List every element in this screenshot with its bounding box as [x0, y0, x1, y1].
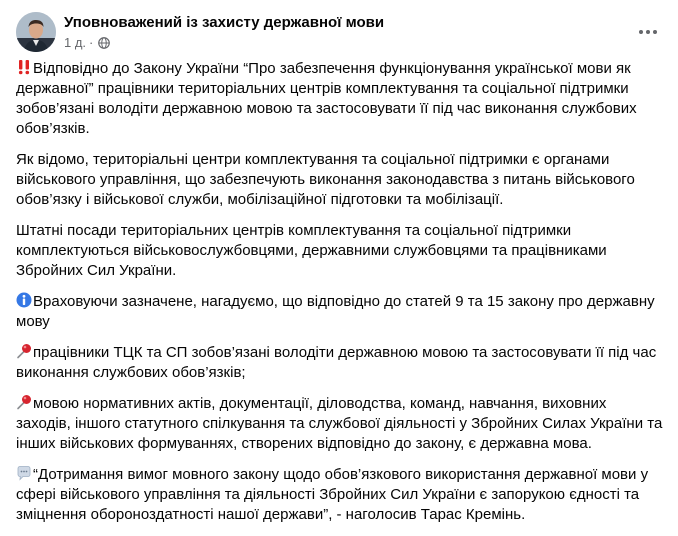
- post-meta: [64, 35, 110, 50]
- more-dot-icon: [646, 30, 650, 34]
- post-header: [16, 12, 662, 54]
- paragraph-text: Як відомо, територіальні центри комплектування та соціальної підтримки є органами військового управління, що забезпечують виконання законодавства з питань військового обов’язку і військової служби, мобілізаційної підготовки та мобілізації.: [16, 151, 635, 208]
- post-time[interactable]: 1 д.: [64, 35, 87, 50]
- more-dot-icon: [653, 30, 657, 34]
- author-name[interactable]: Уповноважений із захисту державної мови: [64, 14, 385, 31]
- meta-separator: ·: [89, 35, 94, 50]
- post-paragraph: [16, 292, 664, 332]
- info-icon: [16, 292, 32, 308]
- post-paragraph: [16, 343, 664, 383]
- paragraph-text: Штатні посади територіальних центрів комплектування та соціальної підтримки комплектуються військовослужбовцями, державними службовцями та працівниками Збройних Сил України.: [16, 222, 607, 279]
- post-paragraph: [16, 221, 664, 281]
- globe-icon[interactable]: [98, 37, 110, 49]
- post-paragraph: [16, 59, 664, 139]
- post-paragraph: [16, 465, 664, 525]
- post-paragraph: [16, 394, 664, 454]
- paragraph-text: Враховуючи зазначене, нагадуємо, що відповідно до статей 9 та 15 закону про державну мову: [16, 293, 655, 330]
- paragraph-text: “Дотримання вимог мовного закону щодо обов’язкового використання державної мови у сфері військового управління та діяльності Збройних Сил України є запорукою єдності та зміцнення обороноздатності нашої держави”, - наголосив Тарас Кремінь.: [16, 466, 649, 523]
- post-paragraph: [16, 150, 664, 210]
- more-dot-icon: [639, 30, 643, 34]
- speech-balloon-icon: [16, 465, 32, 481]
- paragraph-text: Відповідно до Закону України “Про забезпечення функціонування української мови як державної” працівники територіальних центрів комплектування та соціальної підтримки зобов’язані володіти державною мовою та застосовувати її під час виконання службових обов’язків.: [16, 60, 637, 137]
- paragraph-text: мовою нормативних актів, документації, діловодства, команд, навчання, виховних заходів, іншого статутного спілкування та службової діяльності у Збройних Силах України та інших військових формуваннях, створених відповідно до закону, є державна мова.: [16, 395, 663, 452]
- post-body: [16, 59, 664, 536]
- double-exclamation-icon: [16, 59, 32, 75]
- author-avatar[interactable]: [16, 12, 56, 52]
- pushpin-icon: [16, 394, 32, 410]
- pushpin-icon: [16, 343, 32, 359]
- avatar-icon: [16, 12, 56, 52]
- more-options-button[interactable]: [634, 18, 662, 46]
- paragraph-text: працівники ТЦК та СП зобов’язані володіти державною мовою та застосовувати її під час виконання службових обов’язків;: [16, 344, 657, 381]
